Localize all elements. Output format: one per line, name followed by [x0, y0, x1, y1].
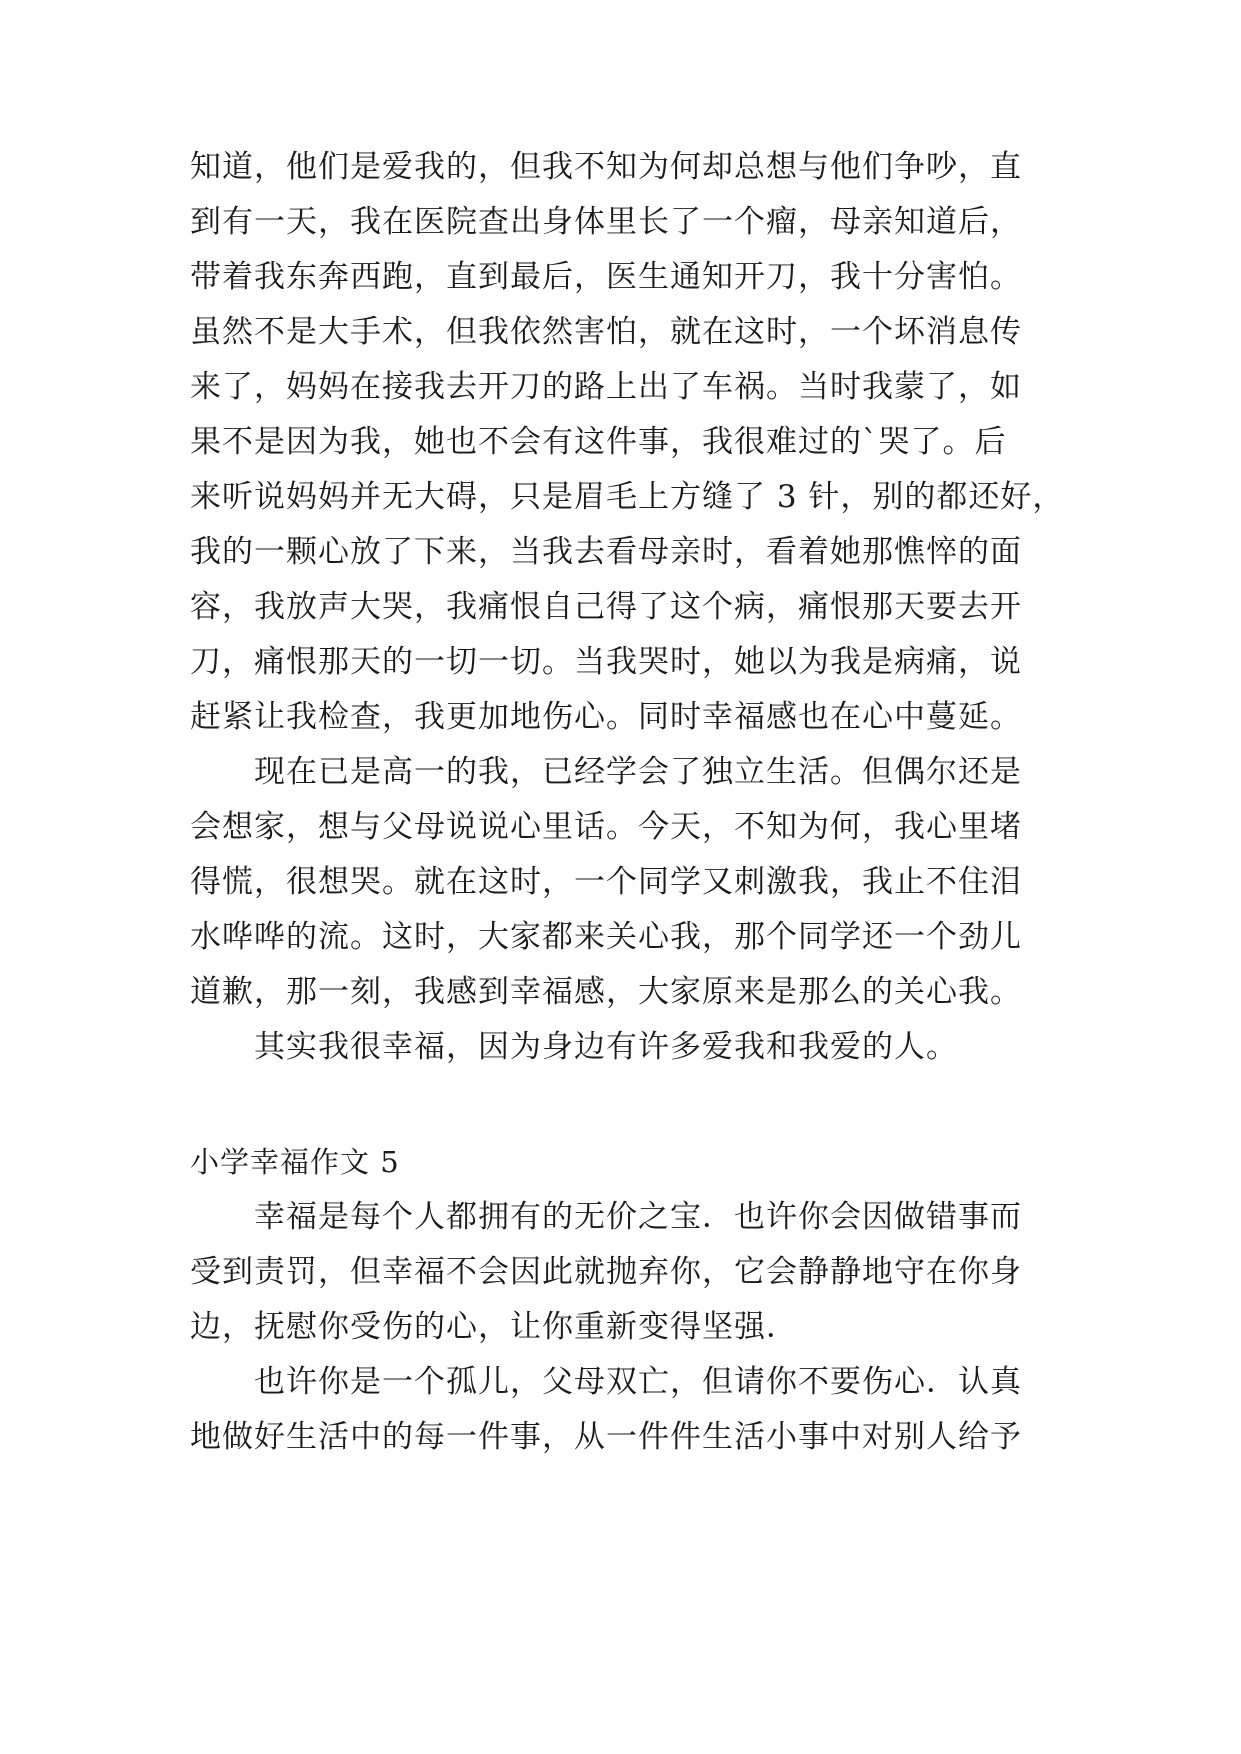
- text-line: 会想家，想与父母说说心里话。今天，不知为何，我心里堵: [190, 809, 1022, 845]
- text-line: 其实我很幸福，因为身边有许多爱我和我爱的人。: [254, 1029, 958, 1065]
- text-line: 赶紧让我检查，我更加地伤心。同时幸福感也在心中蔓延。: [190, 699, 1022, 735]
- text-line: 得慌，很想哭。就在这时，一个同学又刺激我，我止不住泪: [190, 864, 1022, 900]
- text-line: 现在已是高一的我，已经学会了独立生活。但偶尔还是: [254, 754, 1022, 790]
- text-line: 来了，妈妈在接我去开刀的路上出了车祸。当时我蒙了，如: [190, 369, 1022, 405]
- text-line: 带着我东奔西跑，直到最后，医生通知开刀，我十分害怕。: [190, 259, 1022, 295]
- text-line: 我的一颗心放了下来，当我去看母亲时，看着她那憔悴的面: [190, 534, 1022, 570]
- text-line: 容，我放声大哭，我痛恨自己得了这个病，痛恨那天要去开: [190, 589, 1022, 625]
- text-line: 地做好生活中的每一件事，从一件件生活小事中对别人给予: [190, 1419, 1022, 1455]
- text-line: 虽然不是大手术，但我依然害怕，就在这时，一个坏消息传: [190, 314, 1022, 350]
- text-line: 果不是因为我，她也不会有这件事，我很难过的`哭了。后: [190, 424, 1007, 460]
- text-line: 边，抚慰你受伤的心，让你重新变得坚强．: [190, 1309, 798, 1345]
- text-line: 刀，痛恨那天的一切一切。当我哭时，她以为我是病痛，说: [190, 644, 1022, 680]
- text-line: 受到责罚，但幸福不会因此就抛弃你，它会静静地守在你身: [190, 1254, 1022, 1290]
- text-line: 也许你是一个孤儿，父母双亡，但请你不要伤心．认真: [254, 1364, 1022, 1400]
- text-line: 知道，他们是爱我的，但我不知为何却总想与他们争吵，直: [190, 149, 1022, 185]
- text-line: 幸福是每个人都拥有的无价之宝．也许你会因做错事而: [254, 1199, 1022, 1235]
- text-line: 道歉，那一刻，我感到幸福感，大家原来是那么的关心我。: [190, 974, 1022, 1010]
- text-line: 水哗哗的流。这时，大家都来关心我，那个同学还一个劲儿: [190, 919, 1022, 955]
- text-line: 到有一天，我在医院查出身体里长了一个瘤，母亲知道后，: [190, 204, 1022, 240]
- text-line: 来听说妈妈并无大碍，只是眉毛上方缝了 3 针，别的都还好，: [190, 479, 1065, 515]
- section-heading: 小学幸福作文 5: [190, 1145, 400, 1179]
